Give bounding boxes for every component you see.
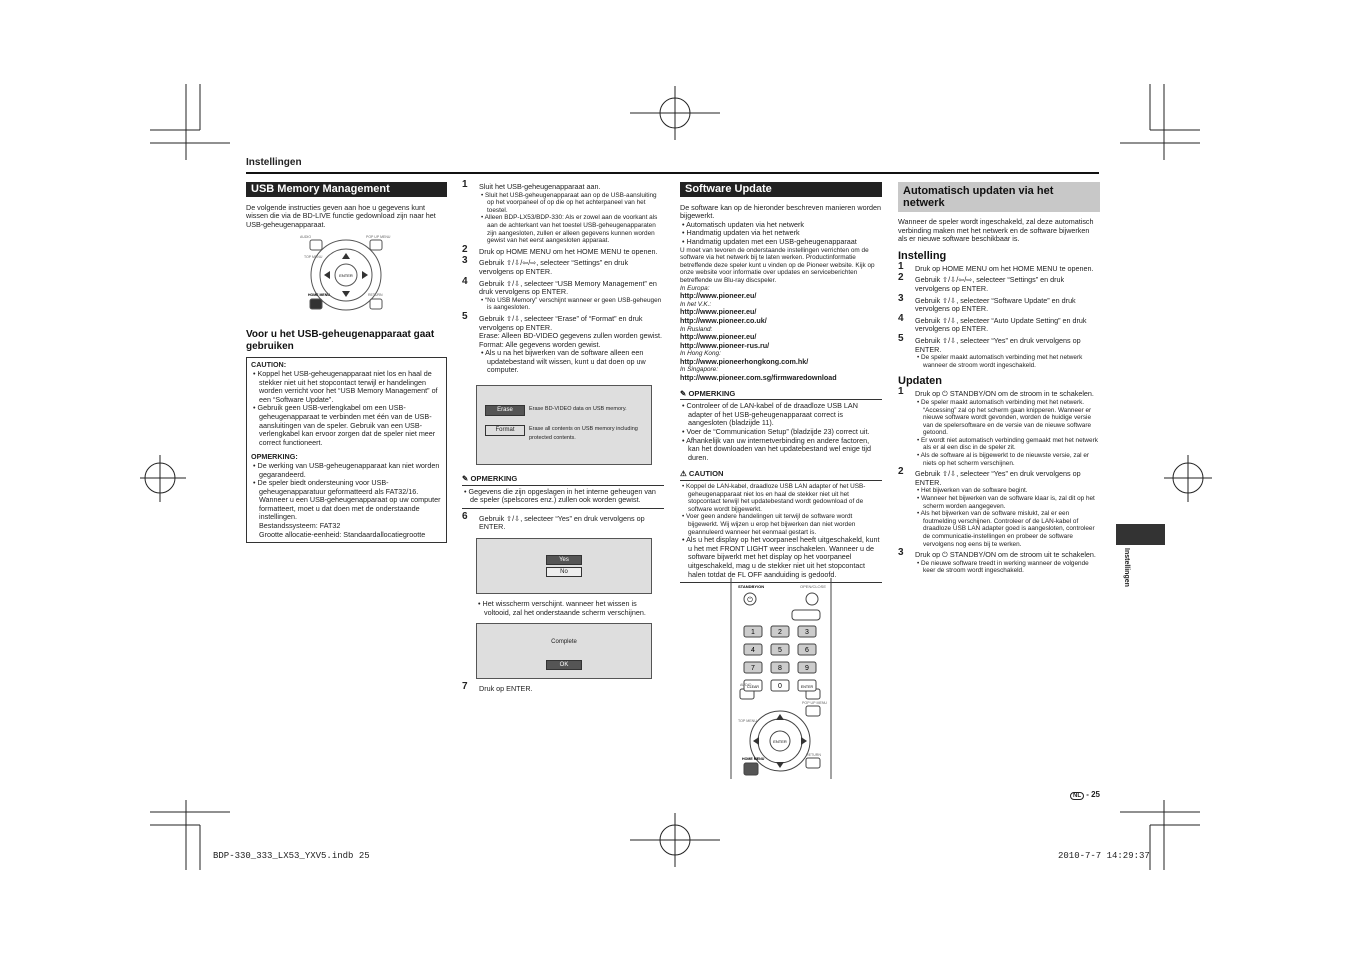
update-method: • Automatisch updaten via het netwerk <box>682 219 804 229</box>
site-link[interactable]: http://www.pioneer.eu/ <box>680 291 757 301</box>
auto-update-intro: Wanneer de speler wordt ingeschakeld, zal deze automatisch verbinding maken met het netwerk en de software bijwerken als er nieuwe software beschikbaar is. <box>898 217 1094 244</box>
column-usb-steps <box>462 180 664 697</box>
instelling-step-1: 1 Druk op HOME MENU om het HOME MENU te openen. <box>898 260 1094 273</box>
warning-icon: ⚠ <box>680 469 689 479</box>
no-button[interactable]: No <box>546 567 582 577</box>
step-6-bullet: • Het wisscherm verschijnt. wanneer het wissen is voltooid, zal het onderstaande scherm verschijnen. <box>478 599 646 617</box>
updaten-step-1-bullet: • Als de software al is bijgewerkt to de nieuwste versie, zal er niets op het scherm verschijnen. <box>917 452 1090 467</box>
updaten-step-3: 3 Druk op ⏻ STANDBY/ON om de stroom uit te schakelen. • De nieuwe software treedt in werking wanneer de volgende keer de stroom wordt ingeschakeld. <box>898 551 1100 575</box>
site-link[interactable]: http://www.pioneerhongkong.com.hk/ <box>680 356 809 366</box>
remote-audio-label: AUDIO <box>300 235 312 240</box>
remote-key-label: 9 <box>805 665 809 672</box>
step-6: 6 Gebruik ⇧/⇩, selecteer “Yes” en druk vervolgens op ENTER. <box>462 510 645 532</box>
note-item: • Voer de “Communication Setup” (bladzijde 23) correct uit. <box>682 427 870 437</box>
updaten-title: Updaten <box>898 375 942 388</box>
page-number: NL - 25 <box>1070 790 1100 800</box>
remote-key-label: 6 <box>805 647 809 654</box>
caution-box <box>246 357 447 543</box>
chapter-tab <box>1116 524 1165 545</box>
instelling-step-3: 3 Gebruik ⇧/⇩, selecteer “Software Update” en druk vervolgens op ENTER. <box>898 292 1076 314</box>
yes-button[interactable]: Yes <box>546 555 582 565</box>
remote-dpad-illustration <box>246 233 447 323</box>
updaten-step-3-text: Druk op ⏻ STANDBY/ON om de stroom uit te schakelen. <box>915 550 1096 560</box>
note-item: • De speler biedt ondersteuning voor USB-geheugenapparatuur geformatteerd als FAT32/16. Wanneer u een USB-geheugenapparaat op uw computer formatteert, moet u dat doen met de onderstaande instellingen. <box>253 478 441 522</box>
footer-file-info: BDP-330_333_LX53_YXV5.indb 25 <box>213 851 370 861</box>
remote-key-label: 0 <box>778 683 782 690</box>
note-rule <box>680 399 882 400</box>
note-icon: ✎ <box>680 388 689 398</box>
step-7: 7 Druk op ENTER. <box>462 681 533 694</box>
caution-item: • Voer geen andere handelingen uit terwijl de software wordt bijgewerkt. Wij wijzen u erop het bijwerken dan niet worden geannuleerd wanneer het eenmaal gestart is. <box>682 513 856 536</box>
chapter-tab-label: Instellingen <box>1123 548 1130 587</box>
section-label: Instellingen <box>246 157 302 168</box>
step-5: 5 Gebruik ⇧/⇩, selecteer “Erase” of “Format” en druk vervolgens op ENTER. Erase: Alleen BD-VIDEO gegevens zullen worden gewist. Format: Alle gegevens worden gewist. • Als u na het bijwerken van de software alleen een updatebestand wilt wissen, kunt u dat doen op uw computer. <box>462 315 664 375</box>
note-icon: ✎ <box>462 474 471 484</box>
updaten-step-2-text: Gebruik ⇧/⇩, selecteer “Yes” en druk vervolgens op ENTER. <box>915 469 1081 487</box>
step-5-format-text: Format: Alle gegevens worden gewist. <box>479 339 601 349</box>
remote-top-label: TOP MENU <box>738 719 757 723</box>
updaten-step-2-bullet: • Het bijwerken van de software begint. <box>917 487 1028 495</box>
erase-option[interactable]: Erase <box>485 405 525 416</box>
step-1: 1 Sluit het USB-geheugenapparaat aan. • Sluit het USB-geheugenapparaat aan op de USB-aansluiting op het voorpaneel of op die op het achterpaneel van het toestel. • Alleen BDP-LX53/BDP-330: Als er zowel aan de voorkant als aan de achterkant van het toestel USB-geheugenapparaten zijn aangesloten, zullen er alleen gegevens kunnen worden gewist van het eerst aangesloten apparaat. <box>462 183 664 245</box>
region-label: In Hong Kong: <box>680 350 721 358</box>
updaten-step-1: 1 Druk op ⏻ STANDBY/ON om de stroom in te schakelen. • De speler maakt automatisch verbinding met het netwerk. “Accessing” zal op het scherm gaan knipperen. Wanneer er nieuwe software wordt gevonden, worden de huidige versie van de spelersoftware en de versie van de nieuwe software getoond. • Er wordt niet automatisch verbinding gemaakt met het netwerk als er al een disc in de speler zit. • Als de software al is bijgewerkt to de nieuwste versie, zal er niets op het scherm verschijnen. <box>898 390 1100 467</box>
update-method: • Handmatig updaten met een USB-geheugenapparaat <box>682 236 857 246</box>
region-label: In het V.K.: <box>680 300 712 308</box>
instelling-step-4: 4 Gebruik ⇧/⇩, selecteer “Auto Update Setting” en druk vervolgens op ENTER. <box>898 312 1087 334</box>
erase-format-screen <box>476 385 652 465</box>
note-item: • Gegevens die zijn opgeslagen in het interne geheugen van de speler (spelscores enz.) zullen ook worden gewist. <box>464 486 656 505</box>
auto-update-title: Automatisch updaten via het netwerk <box>898 182 1100 212</box>
power-icon: ⏻ <box>747 596 753 604</box>
updaten-step-3-bullet: • De nieuwe software treedt in werking wanneer de volgende keer de stroom wordt ingeschakeld. <box>917 559 1089 575</box>
remote-key-label: ENTER <box>800 685 814 689</box>
instelling-step-5-bullet: • De speler maakt automatisch verbinding met het netwerk wanneer de stroom wordt ingeschakeld. <box>917 354 1083 369</box>
instelling-step-5-text: Gebruik ⇧/⇩, selecteer “Yes” en druk vervolgens op ENTER. <box>915 335 1081 354</box>
caution-rule <box>680 480 882 481</box>
note-item: • Controleer of de LAN-kabel of de draadloze USB LAN adapter of het USB-geheugenapparaat correct is aangesloten (bladzijde 11). <box>682 401 858 428</box>
caution-item: • Koppel de LAN-kabel, draadloze USB LAN adapter of het USB-geheugenapparaat niet los en haal de stekker niet uit het stopcontact terwijl het updatebestand wordt gedownload of de software wordt bijgewerkt. <box>682 483 866 513</box>
remote-top-label: TOP MENU <box>304 255 323 260</box>
region-label: In Rusland: <box>680 325 713 333</box>
usb-memory-intro: De volgende instructies geven aan hoe u gegevens kunt wissen die via de BD-LIVE functie gedownload zijn naar het USB-geheugenapparaat. <box>246 202 436 229</box>
site-link[interactable]: http://www.pioneer-rus.ru/ <box>680 340 770 350</box>
step-4: 4 Gebruik ⇧/⇩, selecteer “USB Memory Management” en druk vervolgens op ENTER. • “No USB Memory” verschijnt wanneer er geen USB-geheugen is aangesloten. <box>462 280 664 312</box>
remote-key-label: 3 <box>805 629 809 636</box>
remote-home-label: HOME MENU <box>742 757 765 761</box>
step-1-bullet: • Alleen BDP-LX53/BDP-330: Als er zowel aan de voorkant als aan de achterkant van het toestel USB-geheugenapparaten zijn aangesloten, zullen er alleen gegevens kunnen worden gewist van het eerst aangesloten apparaat. <box>481 214 658 245</box>
note-header <box>680 390 882 399</box>
instelling-step-2-text: Gebruik ⇧/⇩/⇦/⇨, selecteer “Settings” en druk vervolgens op ENTER. <box>915 275 1065 293</box>
instelling-step-4-text: Gebruik ⇧/⇩, selecteer “Auto Update Setting” en druk vervolgens op ENTER. <box>915 315 1087 334</box>
remote-key-label: 5 <box>778 647 782 654</box>
note-title: OPMERKING <box>688 388 736 398</box>
top-rule <box>246 172 1099 174</box>
remote-popup-label: POP UP MENU <box>802 701 828 705</box>
step-7-text: Druk op ENTER. <box>479 684 533 694</box>
site-link[interactable]: http://www.pioneer.com.sg/firmwaredownload <box>680 373 837 383</box>
language-badge: NL <box>1070 792 1084 800</box>
remote-key-label: 4 <box>751 647 755 654</box>
confirm-screen <box>476 538 652 594</box>
remote-control-illustration <box>730 578 832 780</box>
caution-header <box>680 470 882 479</box>
column-software-update <box>680 182 882 583</box>
step-4-bullet: • “No USB Memory” verschijnt wanneer er geen USB-geheugen is aangesloten. <box>481 296 662 312</box>
remote-key-label: CLEAR <box>747 685 759 689</box>
site-link[interactable]: http://www.pioneer.co.uk/ <box>680 315 767 325</box>
remote-key-label: 2 <box>778 629 782 636</box>
step-3-text: Gebruik ⇧/⇩/⇦/⇨, selecteer “Settings” en druk vervolgens op ENTER. <box>479 258 629 276</box>
column-usb-memory <box>246 182 447 543</box>
remote-enter-label: ENTER <box>339 273 353 279</box>
page-number-value: 25 <box>1091 790 1101 799</box>
step-4-text: Gebruik ⇧/⇩, selecteer “USB Memory Management” en druk vervolgens op ENTER. <box>479 278 657 297</box>
step-1-bullet: • Sluit het USB-geheugenapparaat aan op de USB-aansluiting op het voorpaneel of op die op het achterpaneel van het toestel. <box>481 191 657 214</box>
software-update-para: U moet van tevoren de onderstaande instellingen verrichten om de software via het netwerk bij te laten werken. Productinformatie betreffende deze speler kunt u vinden op de Pioneer website. Kijk op onze website voor informatie over updates en serviceberichten betreffende uw Blu-ray discspeler. <box>680 246 875 284</box>
format-option[interactable]: Format <box>485 425 525 436</box>
note-item: • Afhankelijk van uw internetverbinding en andere factoren, kan het downloaden van het updatebestand wel enige tijd duren. <box>682 435 872 462</box>
remote-popup-label: POP UP MENU <box>366 235 391 240</box>
note-item: Grootte allocatie-eenheid: Standaardallocatiegrootte <box>259 529 426 539</box>
region-label: In Singapore: <box>680 366 719 374</box>
remote-return-label: RETURN <box>806 753 821 757</box>
step-5-bullet: • Als u na het bijwerken van de software alleen een updatebestand wilt wissen, kunt u dat doen op uw computer. <box>481 348 646 375</box>
footer-timestamp: 2010-7-7 14:29:37 <box>1058 851 1150 861</box>
instelling-step-2: 2 Gebruik ⇧/⇩/⇦/⇨, selecteer “Settings” en druk vervolgens op ENTER. <box>898 272 1065 293</box>
updaten-step-1-bullet: • Er wordt niet automatisch verbinding gemaakt met het netwerk als er al een disc in de speler zit. <box>917 436 1098 452</box>
note-item: Bestandssysteem: FAT32 <box>259 521 341 531</box>
caution-section <box>680 470 882 583</box>
caution-title: CAUTION <box>688 469 724 479</box>
caution-item: • Gebruik geen USB-verlengkabel om een USB-geheugenapparaat te verbinden met één van de USB-aansluitingen van de speler. Gebruik van een USB-verlengkabel kan ervoor zorgen dat de speler niet meer correct functioneert. <box>253 403 436 447</box>
note-title: OPMERKING <box>470 474 518 484</box>
remote-enter-label: ENTER <box>773 739 787 744</box>
remote-keypad <box>744 626 816 691</box>
updaten-step-2: 2 Gebruik ⇧/⇩, selecteer “Yes” en druk vervolgens op ENTER. • Het bijwerken van de software begint. • Wanneer het bijwerken van de software klaar is, zal dit op het scherm worden aangegeven. • Als het bijwerken van de software mislukt, zal er een foutmelding verschijnen. Controleer of de LAN-kabel of draadloze USB LAN adapter goed is aangesloten, controleer de communicatie-instellingen en probeer de software vervolgens nog eens bij te werken. <box>898 470 1100 548</box>
update-method: • Handmatig updaten via het netwerk <box>682 228 800 238</box>
note-section <box>680 390 882 463</box>
note-title: OPMERKING: <box>251 452 298 462</box>
instelling-step-5: 5 Gebruik ⇧/⇩, selecteer “Yes” en druk vervolgens op ENTER. • De speler maakt automatisch verbinding met het netwerk wanneer de stroom wordt ingeschakeld. <box>898 337 1100 369</box>
remote-open-label: OPEN/CLOSE <box>800 584 827 589</box>
software-update-title: Software Update <box>680 182 882 197</box>
remote-home-label: HOME MENU <box>308 293 330 298</box>
step-3: 3 Gebruik ⇧/⇩/⇦/⇨, selecteer “Settings” en druk vervolgens op ENTER. <box>462 255 629 276</box>
remote-standby-label: STANDBY/ON <box>738 584 765 589</box>
step-5-text: Gebruik ⇧/⇩, selecteer “Erase” of “Format” en druk vervolgens op ENTER. <box>479 313 643 332</box>
remote-return-label: RETURN <box>368 293 383 298</box>
caution-title: CAUTION: <box>251 360 287 370</box>
format-description: Erase all contents on USB memory including protected contents. <box>529 426 638 441</box>
instelling-title: Instelling <box>898 249 947 262</box>
remote-key-label: 8 <box>778 665 782 672</box>
site-link[interactable]: http://www.pioneer.eu/ <box>680 307 757 317</box>
step-6-text: Gebruik ⇧/⇩, selecteer “Yes” en druk vervolgens op ENTER. <box>479 513 645 532</box>
instelling-step-3-text: Gebruik ⇧/⇩, selecteer “Software Update” en druk vervolgens op ENTER. <box>915 295 1076 314</box>
complete-screen <box>476 623 652 679</box>
remote-key-label: 1 <box>751 629 755 636</box>
caution-item: • Koppel het USB-geheugenapparaat niet los en haal de stekker niet uit het stopcontact terwijl er handelingen worden verricht voor het “USB Memory Management” of een “Software Update”. <box>253 368 438 404</box>
updaten-step-1-bullet: • De speler maakt automatisch verbinding met het netwerk. “Accessing” zal op het scherm gaan knipperen. Wanneer er nieuwe software wordt gevonden, worden de huidige versie van de spelersoftware en de versie van de nieuwe software getoond. <box>917 398 1092 437</box>
step-1-text: Sluit het USB-geheugenapparaat aan. <box>479 182 601 191</box>
updaten-step-2-bullet: • Als het bijwerken van de software mislukt, zal er een foutmelding verschijnen. Controleer of de LAN-kabel of draadloze USB LAN adapter goed is aangesloten, controleer de communicatie-instellingen en probeer de software vervolgens nog eens bij te werken. <box>917 510 1095 548</box>
remote-key-label: 7 <box>751 665 755 672</box>
note-end-rule <box>462 508 664 509</box>
ok-button[interactable]: OK <box>546 660 582 670</box>
instelling-step-1-text: Druk op HOME MENU om het HOME MENU te openen. <box>915 263 1094 273</box>
column-auto-update <box>898 182 1100 578</box>
complete-text: Complete <box>551 639 577 646</box>
step-2-text: Druk op HOME MENU om het HOME MENU te openen. <box>479 246 658 256</box>
note-item: • De werking van USB-geheugenapparaat kan niet worden gegarandeerd. <box>253 460 440 479</box>
note-header <box>462 475 664 484</box>
erase-description: Erase BD-VIDEO data on USB memory. <box>529 406 627 413</box>
updaten-step-2-bullet: • Wanneer het bijwerken van de software klaar is, zal dit op het scherm worden aangegeven. <box>917 495 1095 510</box>
before-use-title: Voor u het USB-geheugenapparaat gaat gebruiken <box>246 329 435 353</box>
site-link[interactable]: http://www.pioneer.eu/ <box>680 332 757 342</box>
step-5-erase-text: Erase: Alleen BD-VIDEO gegevens zullen worden gewist. <box>479 331 662 341</box>
caution-item: • Als u het display op het voorpaneel heeft uitgeschakeld, kunt u het met FRONT LIGHT weer inschakelen. Wanneer u de software bijwerkt met het display op het voorpaneel uitgeschakeld, mag u de stekker niet uit het stopcontact halen totdat de FL OFF aanduiding is gedoofd. <box>682 535 880 579</box>
note-section <box>462 475 664 509</box>
usb-memory-title: USB Memory Management <box>246 182 447 197</box>
region-label: In Europa: <box>680 284 710 292</box>
software-update-intro: De software kan op de hieronder beschreven manieren worden bijgewerkt. <box>680 202 881 221</box>
remote-audio-label: AUDIO <box>740 683 752 687</box>
updaten-step-1-text: Druk op ⏻ STANDBY/ON om de stroom in te schakelen. <box>915 389 1094 399</box>
step-2: 2 Druk op HOME MENU om het HOME MENU te openen. <box>462 243 658 256</box>
note-rule <box>462 485 664 486</box>
